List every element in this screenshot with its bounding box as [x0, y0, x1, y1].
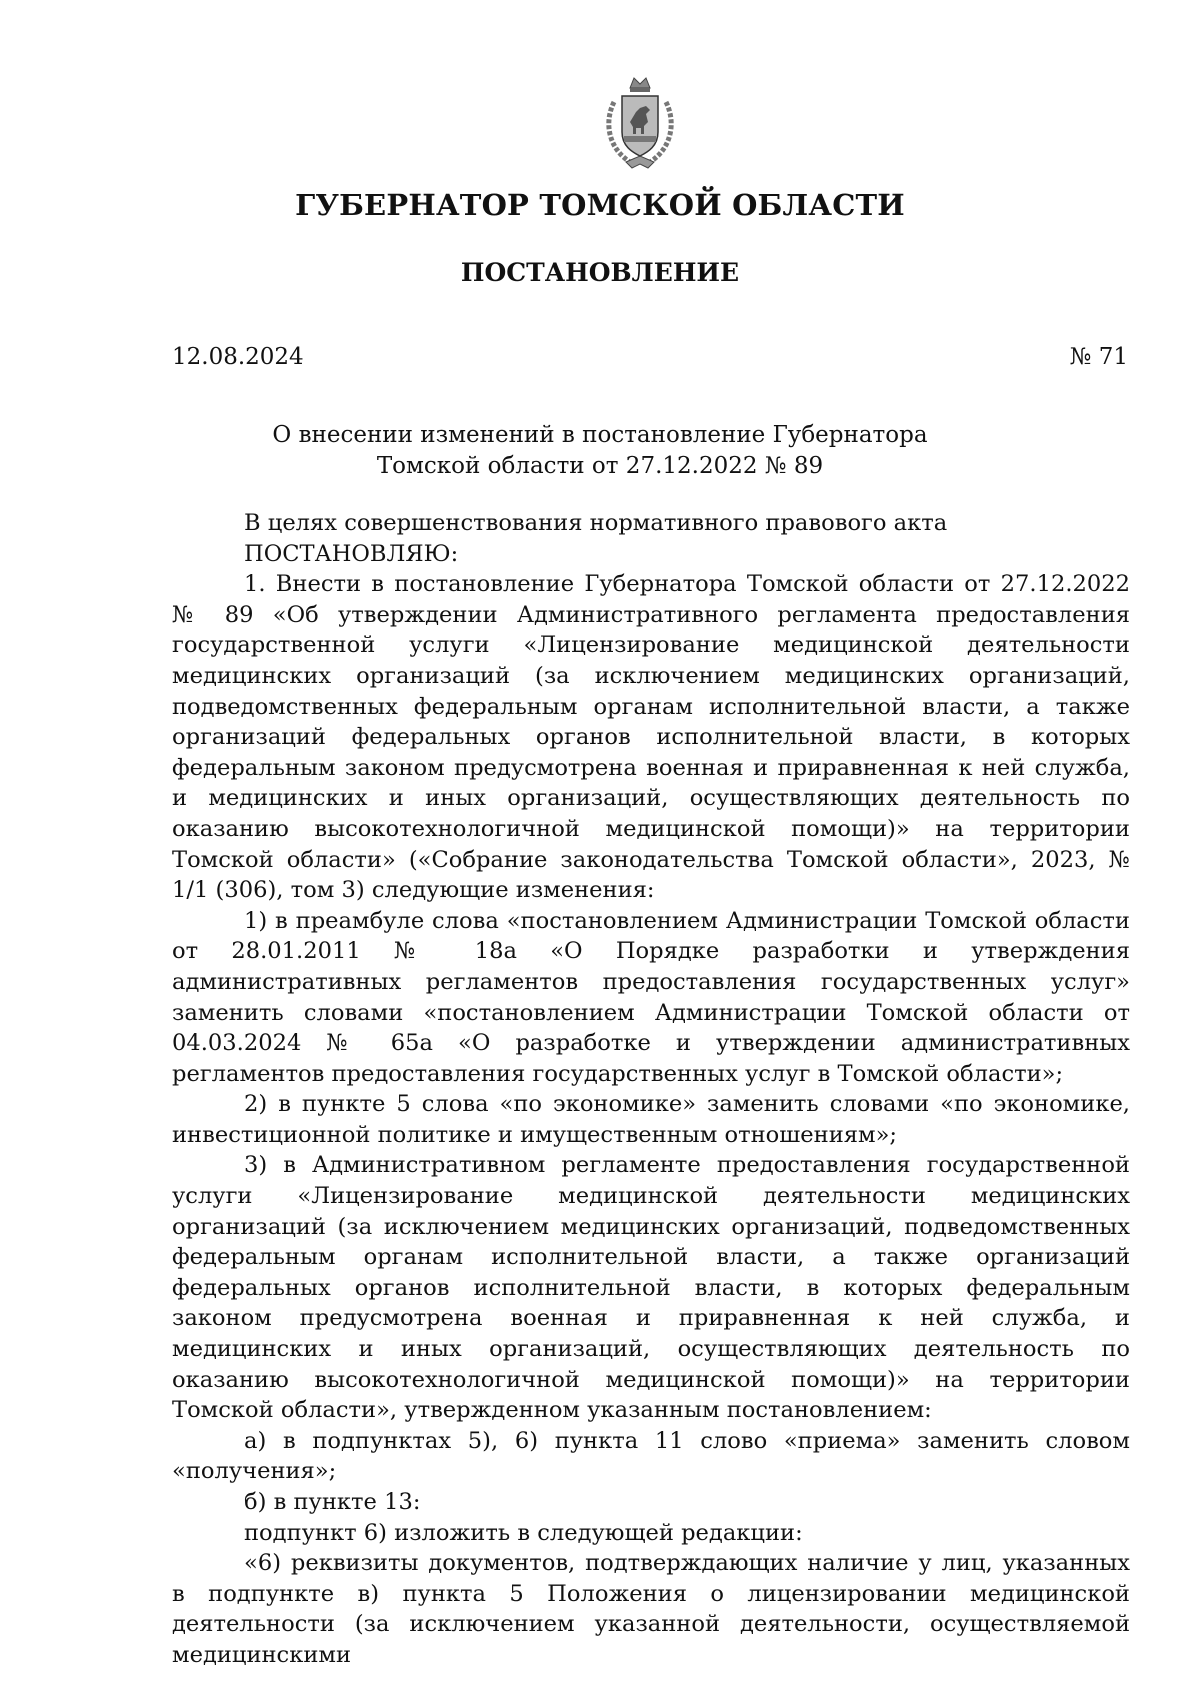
body-paragraph-subitem-b: б) в пункте 13: [244, 1489, 421, 1515]
document-title-line-2: Томской области от 27.12.2022 № 89 [376, 453, 824, 479]
document-title-line-1: О внесении изменений в постановление Губернатора [272, 422, 928, 448]
body-paragraph-subitem-6-intro: подпункт 6) изложить в следующей редакции: [244, 1519, 803, 1546]
document-date: 12.08.2024 [172, 344, 304, 370]
document-type: ПОСТАНОВЛЕНИЕ [460, 258, 740, 287]
body-paragraph-subitem-a: а) в подпунктах 5), 6) пункта 11 слово «приема» заменить словом «получения»; [172, 1427, 1130, 1485]
body-paragraph-purpose: В целях совершенствования нормативного правового акта [244, 510, 948, 536]
body-paragraph-item-1: 1. Внести в постановление Губернатора Томской области от 27.12.2022 № 89 «Об утверждении Административного регламента предоставления государственной услуги «Лицензирование медицинской деятельности медицинских организаций (за исключением медицинских организаций, подведомственных федеральным органам исполнительной власти, а также организаций федеральных органов исполнительной власти, в которых федеральным законом предусмотрена военная и приравненная к ней служба, и медицинских и иных организаций, осуществляющих деятельность по оказанию высокотехнологичной медицинской помощи)» на территории Томской области» («Собрание законодательства Томской области», 2023, № 1/1 (306), том 3) следующие изменения: [172, 571, 1130, 904]
coat-of-arms-icon [590, 72, 690, 172]
document-title [0, 420, 1200, 482]
body-paragraph-subitem-6-text: «6) реквизиты документов, подтверждающих наличие у лиц, указанных в подпункте в) пункта 5 Положения о лицензировании медицинской деятельности (за исключением указанной деятельности, осуществляемой медицинскими [172, 1550, 1130, 1668]
issuing-authority: ГУБЕРНАТОР ТОМСКОЙ ОБЛАСТИ [295, 188, 905, 222]
body-paragraph-subitem-3: 3) в Административном регламенте предоставления государственной услуги «Лицензирование медицинской деятельности медицинских организаций (за исключением медицинских организаций, подведомственных федеральным органам исполнительной власти, а также организаций федеральных органов исполнительной власти, в которых федеральным законом предусмотрена военная и приравненная к ней служба, и медицинских и иных организаций, осуществляющих деятельность по оказанию высокотехнологичной медицинской помощи)» на территории Томской области», утвержденном указанным постановлением: [172, 1152, 1130, 1424]
document-body [172, 508, 1130, 1671]
document-number: № 71 [1069, 344, 1128, 370]
body-paragraph-subitem-1: 1) в преамбуле слова «постановлением Администрации Томской области от 28.01.2011 № 18а «О Порядке разработки и утверждения административных регламентов предоставления государственных услуг» заменить словами «постановлением Администрации Томской области от 04.03.2024 № 65а «О разработке и утверждении административных регламентов предоставления государственных услуг в Томской области»; [172, 907, 1130, 1087]
body-paragraph-resolve: ПОСТАНОВЛЯЮ: [244, 540, 459, 567]
body-paragraph-subitem-2: 2) в пункте 5 слова «по экономике» заменить словами «по экономике, инвестиционной политике и имущественным отношениям»; [172, 1091, 1130, 1148]
